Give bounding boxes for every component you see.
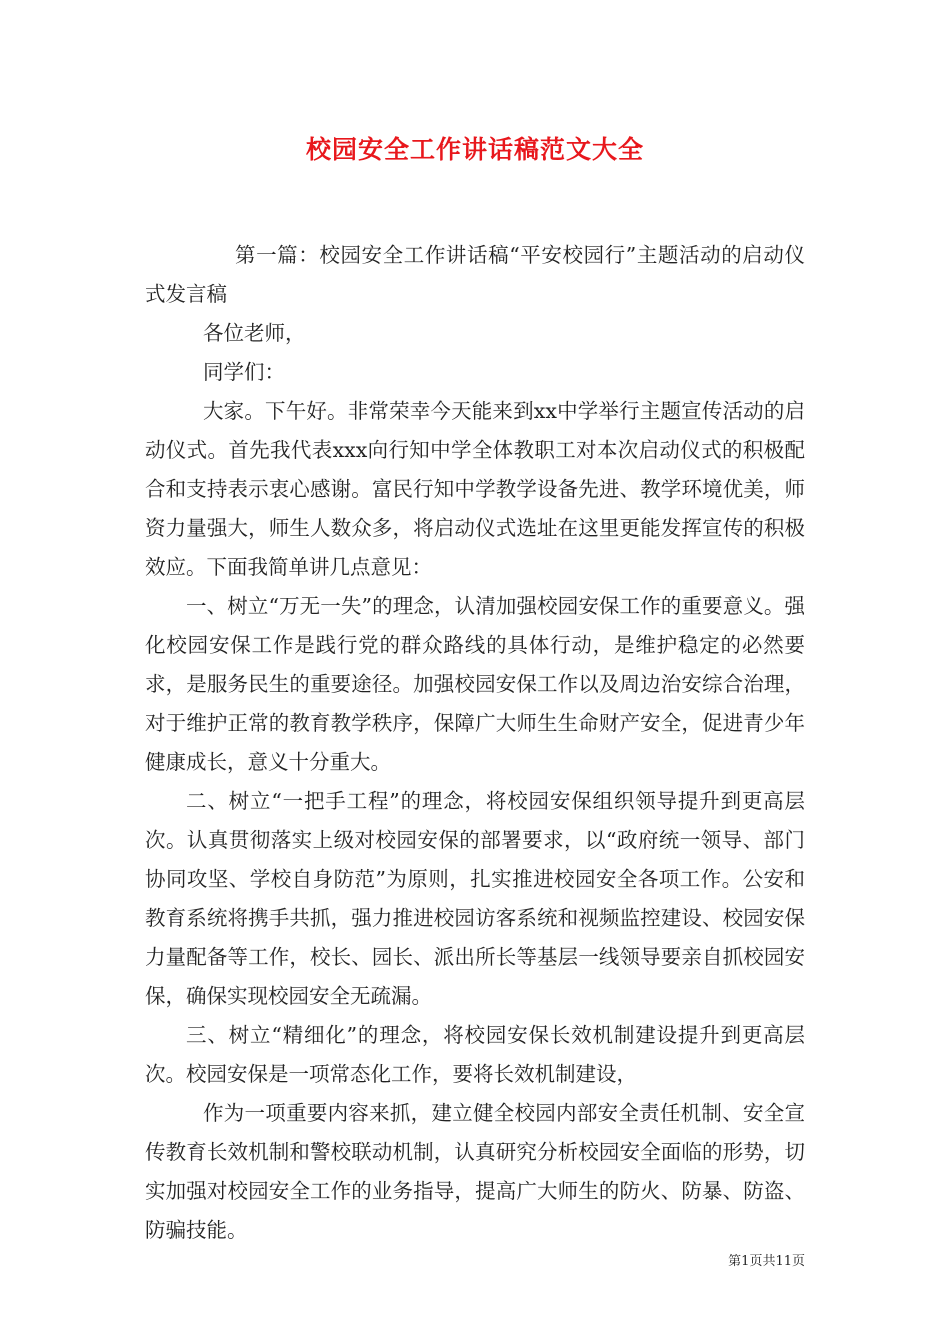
page-number-footer: 第1页共11页 — [728, 1254, 805, 1269]
paragraph-point-three: 三、树立“精细化”的理念，将校园安保长效机制建设提升到更高层次。校园安保是一项常态化工作，要将长效机制建设， — [145, 1023, 805, 1086]
section-heading: 第一篇：校园安全工作讲话稿“平安校园行”主题活动的启动仪式发言稿 — [145, 243, 805, 306]
document-title: 校园安全工作讲话稿范文大全 — [305, 135, 644, 164]
document-body — [145, 236, 805, 1250]
paragraph-point-one: 一、树立“万无一失”的理念，认清加强校园安保工作的重要意义。强化校园安保工作是践行党的群众路线的具体行动，是维护稳定的必然要求，是服务民生的重要途径。加强校园安保工作以及周边治安综合治理，对于维护正常的教育教学秩序，保障广大师生生命财产安全，促进青少年健康成长，意义十分重大。 — [145, 594, 805, 774]
paragraph-greeting: 大家。下午好。非常荣幸今天能来到xx中学举行主题宣传活动的启动仪式。首先我代表xxx向行知中学全体教职工对本次启动仪式的积极配合和支持表示衷心感谢。富民行知中学教学设备先进、教学环境优美，师资力量强大，师生人数众多，将启动仪式选址在这里更能发挥宣传的积极效应。下面我简单讲几点意见： — [145, 399, 805, 579]
paragraph-point-two: 二、树立“一把手工程”的理念，将校园安保组织领导提升到更高层次。认真贯彻落实上级对校园安保的部署要求，以“政府统一领导、部门协同攻坚、学校自身防范”为原则，扎实推进校园安全各项工作。公安和教育系统将携手共抓，强力推进校园访客系统和视频监控建设、校园安保力量配备等工作，校长、园长、派出所长等基层一线领导要亲自抓校园安保，确保实现校园安全无疏漏。 — [145, 789, 805, 1008]
salutation-students: 同学们： — [203, 360, 285, 384]
salutation-teachers: 各位老师， — [203, 321, 306, 345]
paragraph-point-three-continued: 作为一项重要内容来抓，建立健全校园内部安全责任机制、安全宣传教育长效机制和警校联动机制，认真研究分析校园安全面临的形势，切实加强对校园安全工作的业务指导，提高广大师生的防火、防暴、防盗、防骗技能。 — [145, 1101, 805, 1242]
